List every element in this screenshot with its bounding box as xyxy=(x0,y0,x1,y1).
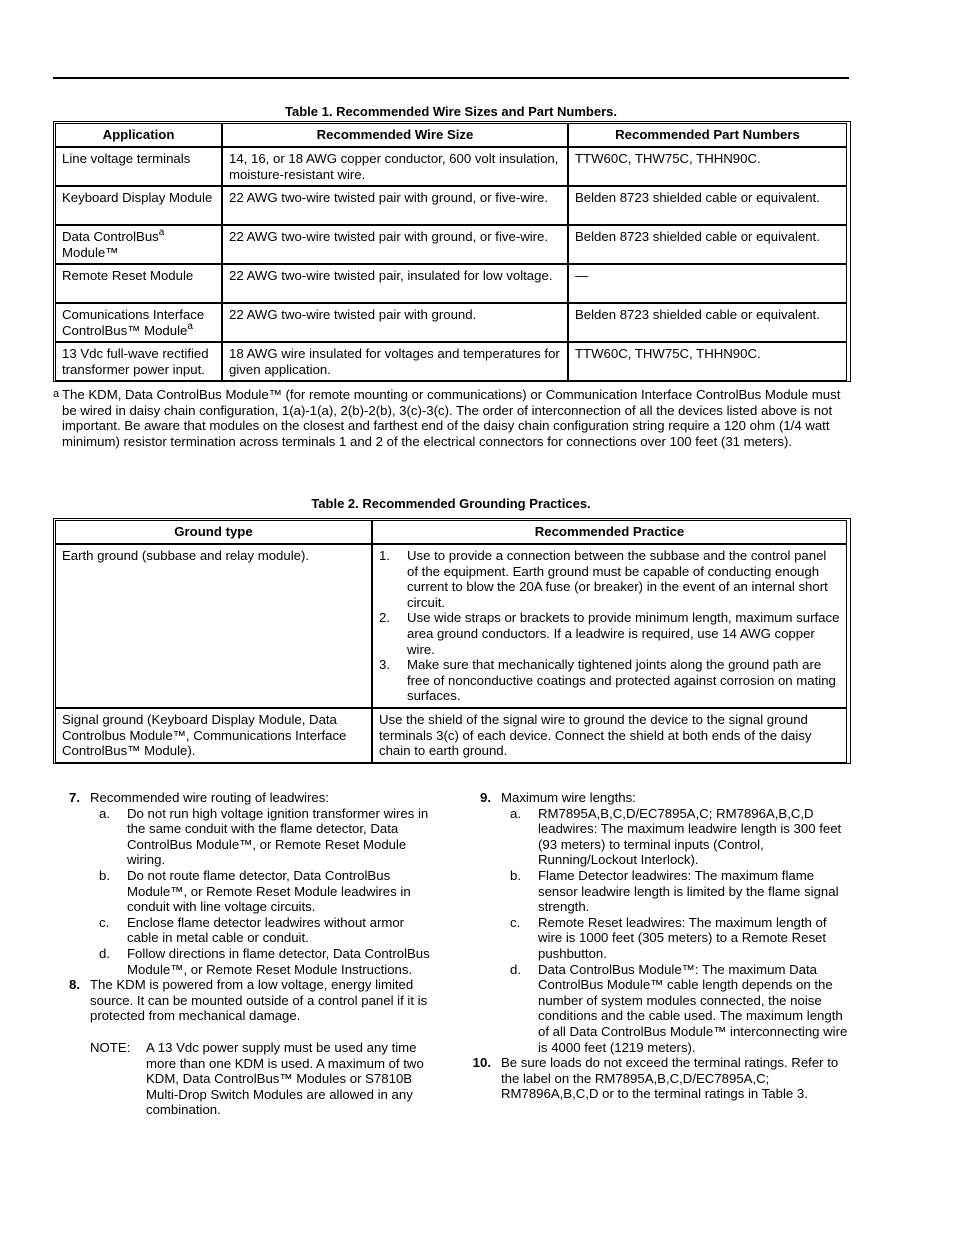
table-row xyxy=(55,544,847,708)
cell-ground-type: Earth ground (subbase and relay module). xyxy=(55,544,372,708)
left-column xyxy=(66,790,438,1118)
list-item: d. Data ControlBus Module™: The maximum Data ControlBus Module™ cable length depends on the number of system modules connected, the noise conditions and the cable used. The maximum length of all Data ControlBus Module™ interconnecting wire is 4000 feet (1219 meters). xyxy=(510,961,848,1055)
cell-application: 13 Vdc full-wave rectified transformer power input. xyxy=(55,342,222,381)
cell-wire-size: 18 AWG wire insulated for voltages and temperatures for given application. xyxy=(222,342,568,381)
footnote-marker: a xyxy=(187,320,193,332)
footnote-mark: a xyxy=(53,388,60,400)
list-item: 8. The KDM is powered from a low voltage, energy limited source. It can be mounted outside of a control panel if it is protected from mechanical damage. xyxy=(69,977,428,1024)
cell-part-numbers: TTW60C, THW75C, THHN90C. xyxy=(568,342,847,381)
list-item: 1. Use to provide a connection between the subbase and the control panel of the equipment. Earth ground must be capable of conducting enough current to blow the 20A fuse (or breaker) in the event of an internal short circuit. xyxy=(379,548,828,610)
footnote-text: The KDM, Data ControlBus Module™ (for remote mounting or communications) or Communication Interface ControlBus Module must be wired in daisy chain configuration, 1(a)-1(a), 2(b)-2(b), 3(c)-3(c). The order of interconnection of all the devices listed above is not important. Be aware that modules on the closest and farthest end of the daisy chain configuration string require a 120 ohm (1/4 watt minimum) resistor termination across terminals 1 and 2 of the electrical connectors for connections over 100 feet (31 meters). xyxy=(62,387,841,449)
list-item: 9. Maximum wire lengths: xyxy=(480,790,636,805)
list-item: 10. Be sure loads do not exceed the terminal ratings. Refer to the label on the RM7895A,B,C,D/EC7895A,C; RM7896A,B,C,D or to the terminal ratings in Table 3. xyxy=(472,1055,839,1102)
list-item: 7. Recommended wire routing of leadwires: xyxy=(69,790,329,805)
table1-footnote xyxy=(53,387,843,449)
cell-application: Data ControlBus$^a$ Module™ xyxy=(55,225,222,264)
cell-part-numbers: Belden 8723 shielded cable or equivalent. xyxy=(568,186,847,225)
table-row xyxy=(55,708,847,763)
footnote-marker: a xyxy=(158,227,165,238)
table1-caption: Table 1. Recommended Wire Sizes and Part Numbers. xyxy=(285,104,617,119)
cell-wire-size: 22 AWG two-wire twisted pair with ground, or five-wire. xyxy=(222,225,568,264)
cell-part-numbers: — xyxy=(568,264,847,303)
table-row xyxy=(55,264,847,303)
list-item: d. Follow directions in flame detector, Data ControlBus Module™, or Remote Reset Module Instructions. xyxy=(99,945,430,977)
note-label: NOTE: xyxy=(90,1039,131,1055)
cell-practice: Use the shield of the signal wire to ground the device to the signal ground terminals 3(c) of each device. Connect the shield at both ends of the daisy chain to earth ground. xyxy=(372,708,847,763)
note-text: A 13 Vdc power supply must be used any time more than one KDM is used. A maximum of two KDM, Data ControlBus™ Modules or S7810B Multi-Drop Switch Modules are allowed in any combination. xyxy=(146,1039,424,1118)
cell-application: Comunications Interface ControlBus™ Module$^a$ xyxy=(55,303,222,342)
table1-header-part-numbers: Recommended Part Numbers xyxy=(568,123,847,147)
list-item: a. Do not run high voltage ignition transformer wires in the same conduit with the flame detector, Data ControlBus Module™, or Remote Reset Module wiring. xyxy=(99,805,429,868)
table-row xyxy=(55,147,847,186)
cell-wire-size: 22 AWG two-wire twisted pair with ground. xyxy=(222,303,568,342)
table2-caption: Table 2. Recommended Grounding Practices. xyxy=(311,496,591,511)
cell-part-numbers: TTW60C, THW75C, THHN90C. xyxy=(568,147,847,186)
table-row xyxy=(55,342,847,381)
table2-header-practice: Recommended Practice xyxy=(372,520,847,544)
cell-application: Remote Reset Module xyxy=(55,264,222,303)
cell-application: Line voltage terminals xyxy=(55,147,222,186)
list-item: c. Enclose flame detector leadwires without armor cable in metal cable or conduit. xyxy=(99,914,405,946)
cell-part-numbers: Belden 8723 shielded cable or equivalent. xyxy=(568,303,847,342)
cell-practice-list xyxy=(372,544,847,708)
list-item: 2. Use wide straps or brackets to provide minimum length, maximum surface area ground conductors. If a leadwire is required, use 14 AWG copper wire. xyxy=(379,610,840,657)
table2 xyxy=(55,520,847,763)
cell-part-numbers: Belden 8723 shielded cable or equivalent. xyxy=(568,225,847,264)
cell-wire-size: 22 AWG two-wire twisted pair, insulated for low voltage. xyxy=(222,264,568,303)
table-row xyxy=(55,225,847,264)
list-item: b. Flame Detector leadwires: The maximum flame sensor leadwire length is limited by the flame signal strength. xyxy=(510,867,839,915)
cell-application: Keyboard Display Module xyxy=(55,186,222,225)
list-item: c. Remote Reset leadwires: The maximum length of wire is 1000 feet (305 meters) to a Remote Reset pushbutton. xyxy=(510,914,827,961)
cell-ground-type: Signal ground (Keyboard Display Module, Data Controlbus Module™, Communications Interface ControlBus™ Module). xyxy=(55,708,372,763)
table1-header-wire-size: Recommended Wire Size xyxy=(222,123,568,147)
cell-wire-size: 22 AWG two-wire twisted pair with ground, or five-wire. xyxy=(222,186,568,225)
cell-wire-size: 14, 16, or 18 AWG copper conductor, 600 volt insulation, moisture-resistant wire. xyxy=(222,147,568,186)
table2-header-ground-type: Ground type xyxy=(55,520,372,544)
list-item: a. RM7895A,B,C,D/EC7895A,C; RM7896A,B,C,D leadwires: The maximum leadwire length is 300 feet (93 meters) to terminal inputs (Control, Running/Lockout Interlock). xyxy=(510,805,842,868)
note xyxy=(66,1040,438,1118)
right-column xyxy=(472,790,849,1102)
top-rule xyxy=(53,77,849,79)
list-item: b. Do not route flame detector, Data ControlBus Module™, or Remote Reset Module leadwires in conduit with line voltage circuits. xyxy=(99,867,411,915)
list-item: 3. Make sure that mechanically tightened joints along the ground path are free of nonconductive coatings and protected against corrosion on mating surfaces. xyxy=(379,657,836,704)
table-row xyxy=(55,303,847,342)
table1-header-application: Application xyxy=(55,123,222,147)
table1 xyxy=(55,123,847,381)
table-row xyxy=(55,186,847,225)
